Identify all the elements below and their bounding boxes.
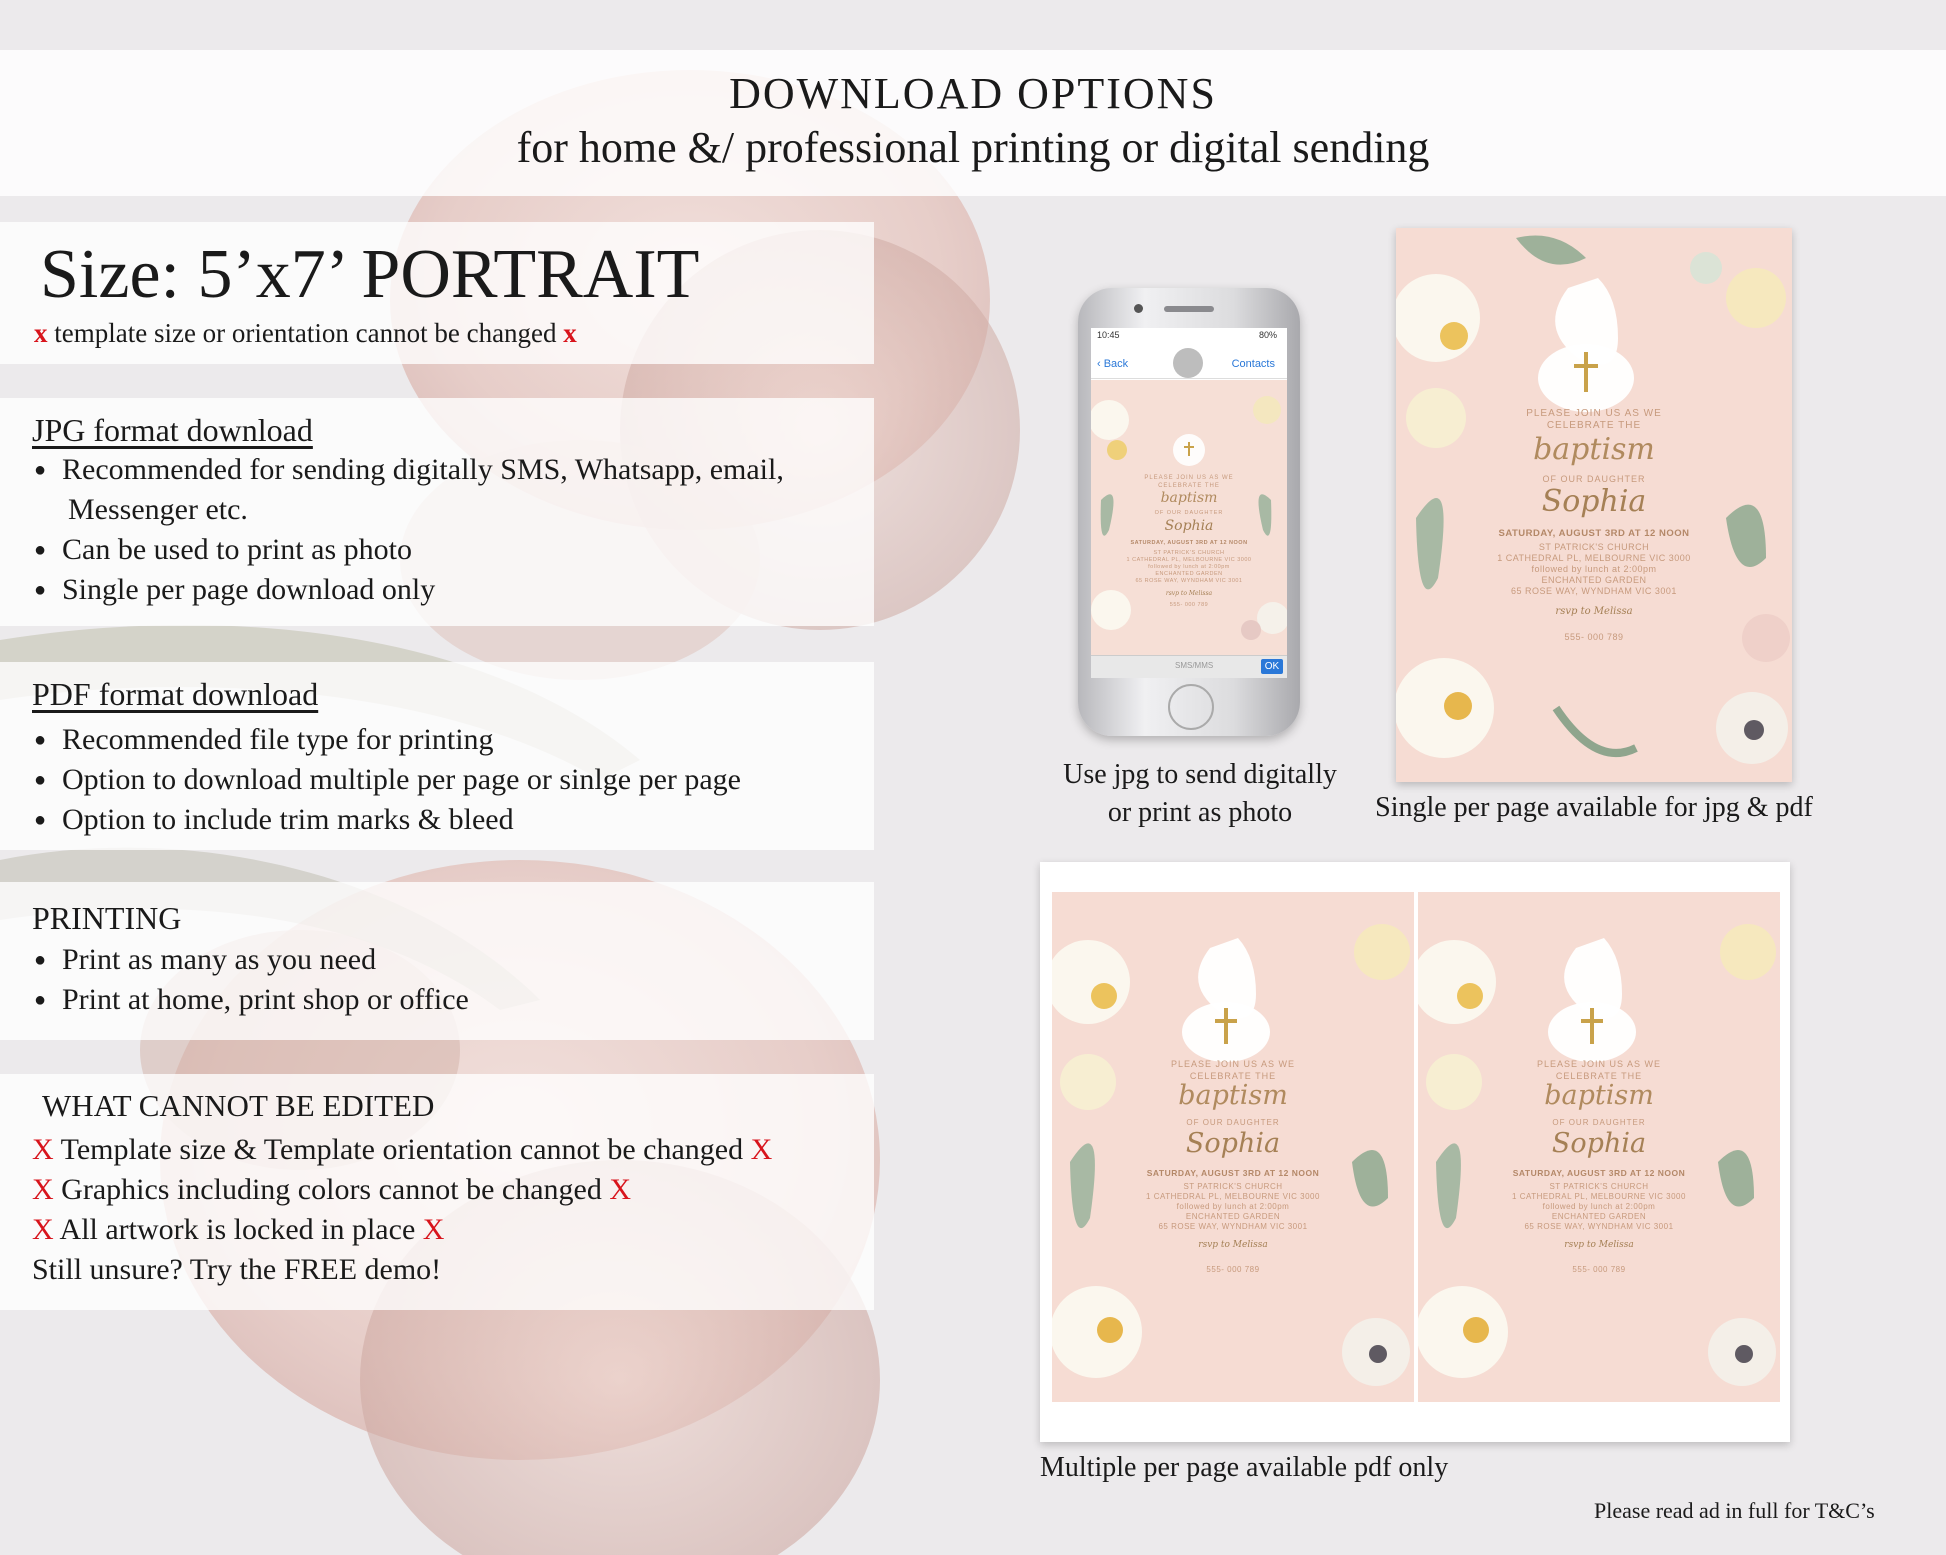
phone-battery: 80% [1258, 330, 1277, 340]
invite-line: 65 ROSE WAY, WYNDHAM VIC 3001 [1158, 1222, 1308, 1231]
phone-status-bar [1091, 328, 1287, 342]
tc-note: Please read ad in full for T&C’s [1594, 1498, 1875, 1523]
invite-line: PLEASE JOIN US AS WE [1536, 1059, 1662, 1069]
invite-rsvp: rsvp to Melissa [1198, 1240, 1268, 1250]
invite-rsvp: rsvp to Melissa [1555, 606, 1633, 617]
invite-date [1052, 1168, 1414, 1178]
multi-per-page-sheet [1040, 862, 1790, 1442]
not-editable-panel [0, 1074, 874, 1310]
camera-icon [1134, 304, 1143, 313]
size-note [34, 318, 577, 349]
list-item [30, 800, 741, 840]
phone-time: 10:45 [1097, 330, 1120, 340]
x-mark: x [34, 318, 48, 348]
list-item-text: Graphics including colors cannot be changed [61, 1173, 602, 1206]
invite-line: followed by lunch at 2:00pm [1176, 1202, 1290, 1211]
send-button[interactable]: OK [1261, 659, 1283, 674]
single-caption: Single per page available for jpg & pdf [1375, 792, 1813, 823]
invite-line: SATURDAY, AUGUST 3RD [1130, 540, 1209, 546]
invite-line: AT [1263, 1168, 1276, 1178]
x-mark: x [563, 318, 577, 348]
invite-venue [1396, 542, 1792, 597]
invite-line: ST PATRICK'S CHURCH [1153, 550, 1225, 556]
invite-please-text [1418, 1058, 1780, 1082]
x-mark: X [32, 1133, 54, 1166]
page-subtitle: for home &/ professional printing or digital sending [516, 123, 1430, 172]
invite-baptism: baptism [1533, 432, 1655, 467]
page-title: DOWNLOAD OPTIONS [729, 69, 1217, 118]
invite-line: 65 ROSE WAY, WYNDHAM VIC 3001 [1524, 1222, 1674, 1231]
caption-line: Use jpg to send digitally [1063, 759, 1337, 790]
invite-card-multi [1052, 892, 1414, 1402]
size-note-text: template size or orientation cannot be changed [47, 318, 564, 348]
header-band [0, 50, 1946, 196]
invite-line: 65 ROSE WAY, WYNDHAM VIC 3001 [1135, 578, 1243, 584]
list-item-text: Template size & Template orientation cannot be changed [60, 1133, 744, 1166]
invite-line: PLEASE JOIN US AS WE [1144, 475, 1234, 481]
invite-venue [1418, 1182, 1780, 1232]
invite-line: PLEASE JOIN US AS WE [1170, 1059, 1296, 1069]
invite-line: CELEBRATE THE [1189, 1071, 1277, 1081]
speaker-icon [1164, 306, 1214, 312]
list-item-text: Messenger etc. [68, 493, 248, 526]
invite-line: ENCHANTED GARDEN [1551, 1212, 1647, 1221]
invite-name: Sophia [1164, 518, 1214, 534]
x-mark: X [609, 1173, 632, 1206]
invite-line: PLEASE JOIN US AS WE [1526, 408, 1662, 419]
invite-baptism: baptism [1160, 490, 1218, 506]
invite-daughter: OF OUR DAUGHTER [1552, 1118, 1646, 1127]
invite-line: 12 NOON [1219, 540, 1248, 546]
invite-date [1396, 528, 1792, 539]
phone-screen [1091, 328, 1287, 678]
not-editable-list [32, 1130, 772, 1290]
invite-rsvp: rsvp to Melissa [1165, 590, 1213, 597]
list-item-text: Print as many as you need [62, 943, 377, 976]
invite-venue [1052, 1182, 1414, 1232]
invite-phone: 555- 000 789 [1169, 602, 1209, 608]
invite-line: ENCHANTED GARDEN [1155, 571, 1223, 577]
jpg-list [30, 450, 784, 610]
invite-date [1091, 540, 1287, 546]
invite-rsvp: rsvp to Melissa [1564, 1240, 1634, 1250]
x-mark: X [32, 1173, 54, 1206]
invite-line: AT [1628, 528, 1642, 539]
printing-heading: PRINTING [32, 900, 182, 936]
invite-line: 12 NOON [1278, 1168, 1320, 1178]
invite-phone: 555- 000 789 [1206, 1265, 1260, 1274]
invite-line: ENCHANTED GARDEN [1541, 575, 1647, 585]
invite-line: 1 CATHEDRAL PL, MELBOURNE VIC 3000 [1126, 557, 1252, 563]
list-item-text: All artwork is locked in place [59, 1213, 416, 1246]
list-item-text: Print at home, print shop or office [62, 983, 469, 1016]
invite-card-multi [1418, 892, 1780, 1402]
list-item [32, 1210, 772, 1250]
list-item-text: Recommended for sending digitally SMS, Whatsapp, email, [62, 453, 784, 486]
list-item-text: Can be used to print as photo [62, 533, 412, 566]
list-item [30, 530, 784, 570]
message-input-bar [1091, 655, 1287, 678]
message-input[interactable]: SMS/MMS [1175, 661, 1214, 670]
list-item-text: Option to include trim marks & bleed [62, 803, 514, 836]
multi-caption: Multiple per page available pdf only [1040, 1452, 1449, 1483]
size-title: Size: 5’x7’ PORTRAIT [40, 236, 700, 313]
not-editable-heading: WHAT CANNOT BE EDITED [42, 1088, 435, 1123]
invite-venue [1091, 550, 1287, 585]
size-panel [0, 222, 874, 364]
phone-back-button[interactable]: ‹ Back [1097, 358, 1129, 370]
jpg-heading: JPG format download [32, 412, 313, 448]
list-item-text: Option to download multiple per page or sinlge per page [62, 763, 741, 796]
printing-list [30, 940, 469, 1020]
invite-line: ST PATRICK'S CHURCH [1183, 1182, 1283, 1191]
pdf-heading: PDF format download [32, 676, 319, 712]
x-mark: X [32, 1213, 54, 1246]
invite-line: AT [1209, 540, 1218, 546]
invite-please-text [1396, 408, 1792, 432]
list-item [30, 450, 784, 530]
invite-line: ENCHANTED GARDEN [1185, 1212, 1281, 1221]
invite-daughter: OF OUR DAUGHTER [1542, 474, 1646, 484]
invite-line: followed by lunch at 2:00pm [1542, 1202, 1656, 1211]
invite-line: SATURDAY, AUGUST 3RD [1512, 1168, 1628, 1178]
invite-line: SATURDAY, AUGUST 3RD [1146, 1168, 1262, 1178]
invite-line: 12 NOON [1644, 1168, 1686, 1178]
invite-date [1418, 1168, 1780, 1178]
phone-nav-bar [1091, 342, 1287, 379]
x-mark: X [750, 1133, 773, 1166]
x-mark: X [422, 1213, 445, 1246]
invite-card-single [1396, 228, 1792, 782]
printing-panel [0, 882, 874, 1040]
invite-line: followed by lunch at 2:00pm [1531, 564, 1657, 574]
avatar [1173, 348, 1203, 378]
invite-baptism: baptism [1544, 1080, 1654, 1111]
list-item-text: Single per page download only [62, 573, 436, 606]
pdf-panel [0, 662, 874, 850]
invite-line: ST PATRICK'S CHURCH [1538, 542, 1650, 552]
invite-phone: 555- 000 789 [1564, 632, 1624, 642]
invite-please-text [1091, 474, 1287, 490]
caption-line: or print as photo [1107, 797, 1293, 828]
list-item [32, 1130, 772, 1170]
invite-please-text [1052, 1058, 1414, 1082]
list-item [30, 570, 784, 610]
invite-line: SATURDAY, AUGUST 3RD [1498, 528, 1626, 539]
list-item [30, 720, 741, 760]
invite-name: Sophia [1541, 484, 1647, 519]
list-item [30, 760, 741, 800]
invite-line: CELEBRATE THE [1546, 420, 1642, 431]
invite-baptism: baptism [1178, 1080, 1288, 1111]
list-item [30, 940, 469, 980]
invite-name: Sophia [1185, 1128, 1281, 1159]
invite-phone: 555- 000 789 [1572, 1265, 1626, 1274]
invite-line: AT [1629, 1168, 1642, 1178]
jpg-panel [0, 398, 874, 626]
invite-daughter: OF OUR DAUGHTER [1154, 510, 1224, 516]
invite-name: Sophia [1551, 1128, 1647, 1159]
phone-mockup [1078, 288, 1300, 736]
invite-line: CELEBRATE THE [1158, 483, 1220, 489]
list-item [32, 1170, 772, 1210]
invite-line: 1 CATHEDRAL PL, MELBOURNE VIC 3000 [1512, 1192, 1686, 1201]
phone-caption [1050, 756, 1350, 832]
list-item [30, 980, 469, 1020]
invite-line: 65 ROSE WAY, WYNDHAM VIC 3001 [1511, 586, 1677, 596]
invite-line: ST PATRICK'S CHURCH [1549, 1182, 1649, 1191]
invite-daughter: OF OUR DAUGHTER [1186, 1118, 1280, 1127]
invite-line: 1 CATHEDRAL PL, MELBOURNE VIC 3000 [1146, 1192, 1320, 1201]
invite-line: followed by lunch at 2:00pm [1148, 564, 1230, 570]
invite-preview-phone [1091, 380, 1287, 656]
demo-note: Still unsure? Try the FREE demo! [32, 1253, 442, 1286]
invite-line: CELEBRATE THE [1555, 1071, 1643, 1081]
phone-contacts-button[interactable]: Contacts [1231, 358, 1275, 370]
list-item-text: Recommended file type for printing [62, 723, 494, 756]
invite-line: 1 CATHEDRAL PL, MELBOURNE VIC 3000 [1497, 553, 1691, 563]
pdf-list [30, 720, 741, 840]
home-button[interactable] [1168, 684, 1214, 730]
invite-line: 12 NOON [1644, 528, 1690, 539]
